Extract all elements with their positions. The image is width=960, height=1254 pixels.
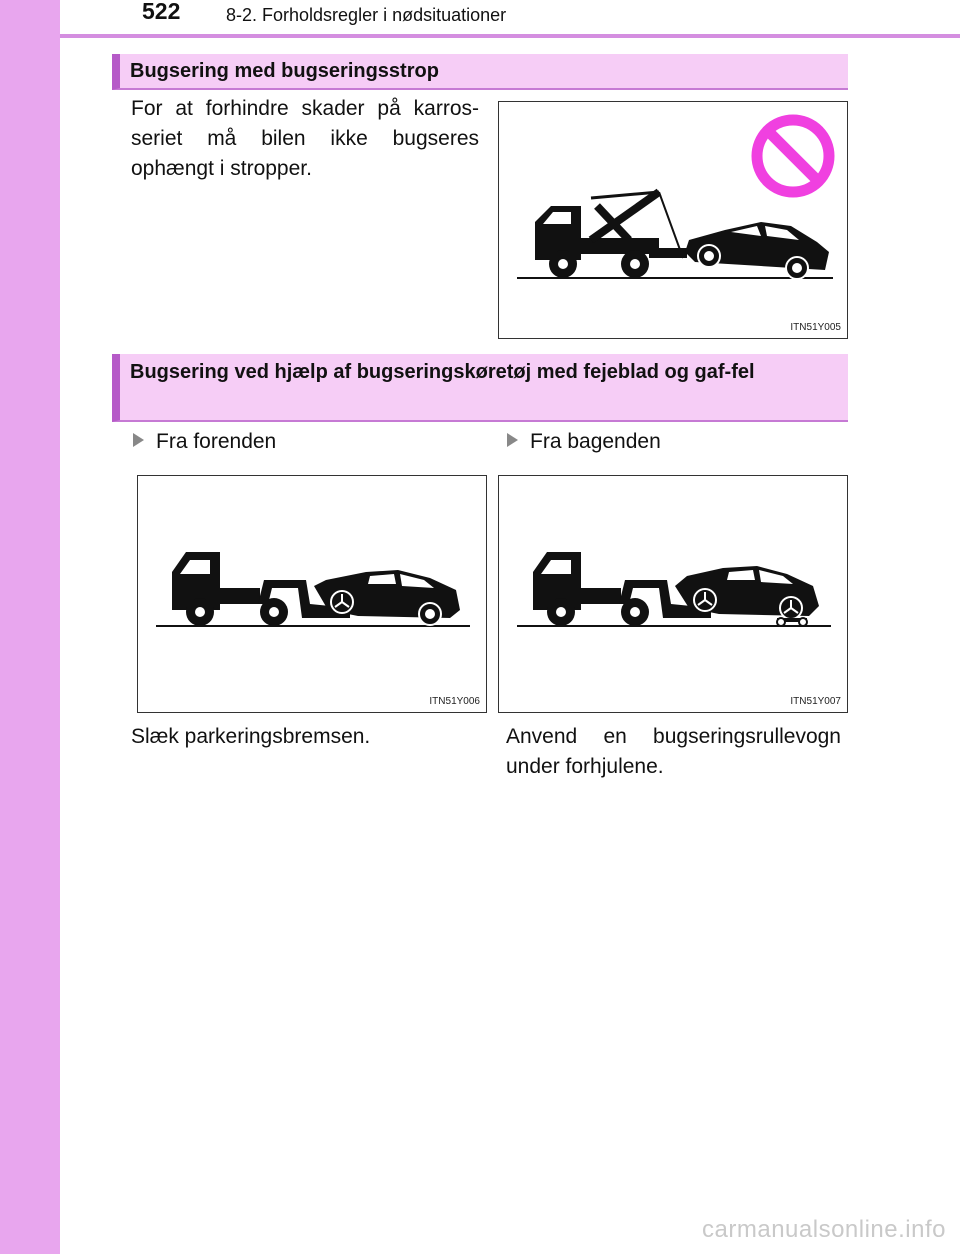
section-heading-wheel-lift-towing: Bugsering ved hjælp af bugseringskøretøj med fejeblad og gaf-fel [112, 354, 848, 422]
site-watermark: carmanualsonline.info [702, 1216, 946, 1243]
bullet-label: Fra forenden [156, 430, 277, 453]
left-sidebar-band [0, 0, 60, 1254]
bullet-from-front [133, 430, 276, 454]
illustration-wheel-lift-rear-dolly [499, 476, 847, 712]
caption-use-tow-dolly: Anvend en bugseringsrullevogn under forhjulene. [506, 725, 841, 778]
tow-truck-icon [535, 192, 687, 278]
figure-tow-from-front [137, 475, 487, 713]
triangle-bullet-icon [133, 433, 144, 447]
bullet-from-rear [507, 430, 661, 454]
caption-release-parking-brake: Slæk parkeringsbremsen. [131, 725, 371, 748]
bullet-label: Fra bagenden [530, 430, 661, 453]
figure-tow-from-rear [498, 475, 848, 713]
page-number: 522 [142, 0, 181, 24]
header-divider [60, 34, 960, 38]
prohibition-icon [757, 120, 829, 192]
page-header [60, 0, 960, 36]
illustration-sling-tow-prohibited [499, 102, 847, 338]
figure-code: ITN51Y007 [790, 696, 841, 707]
illustration-wheel-lift-front [138, 476, 486, 712]
car-icon [685, 222, 829, 279]
triangle-bullet-icon [507, 433, 518, 447]
figure-code: ITN51Y006 [429, 696, 480, 707]
chapter-title: 8-2. Forholdsregler i nødsituationer [226, 5, 507, 25]
strap-towing-text: For at forhindre skader på karros-seriet må bilen ikke bugseres ophængt i stropper. [131, 97, 479, 180]
figure-code: ITN51Y005 [790, 322, 841, 333]
figure-strap-towing [498, 101, 848, 339]
tow-dolly-icon [777, 618, 807, 626]
section-heading-strap-towing: Bugsering med bugseringsstrop [112, 54, 848, 90]
